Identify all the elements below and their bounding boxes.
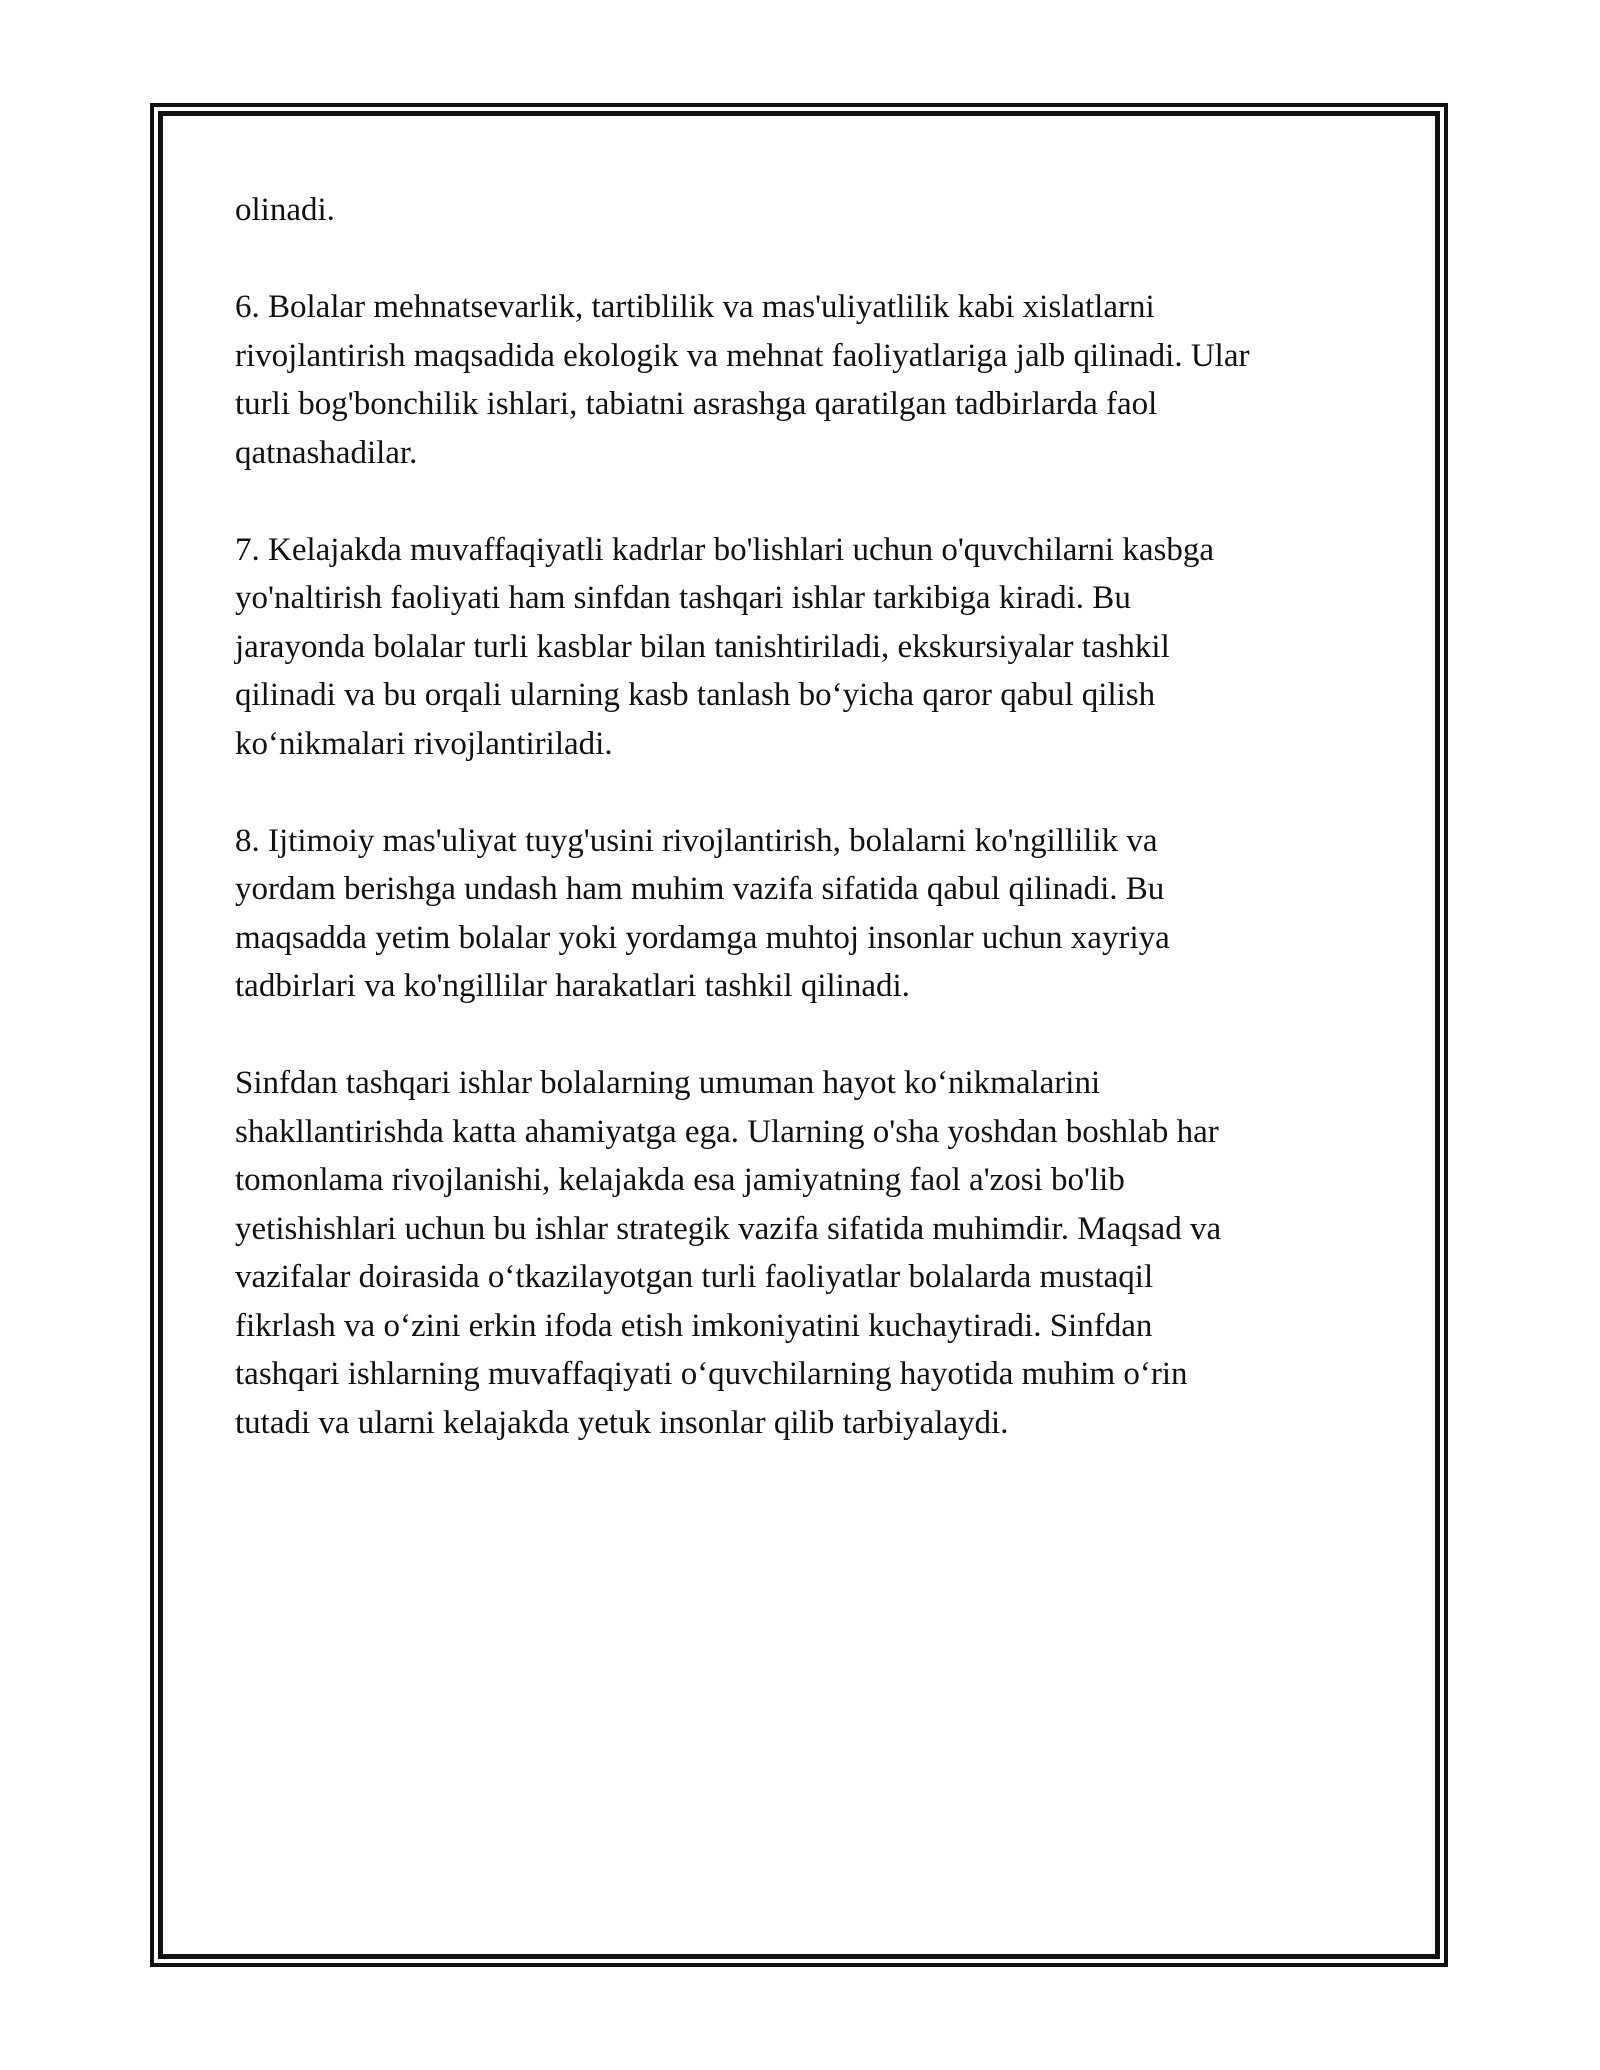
document-body xyxy=(235,186,1385,1496)
paragraph-item-6: 6. Bolalar mehnatsevarlik, tartiblilik va mas'uliyatlilik kabi xislatlarni rivojlantirish maqsadida ekologik va mehnat faoliyatlariga jalb qilinadi. Ular turli bog'bonchilik ishlari, tabiatni asrashga qaratilgan tadbirlarda faol qatnashadilar. xyxy=(235,289,1250,471)
paragraph-continuation: olinadi. xyxy=(235,192,335,228)
paragraph-item-7: 7. Kelajakda muvaffaqiyatli kadrlar bo'lishlari uchun o'quvchilarni kasbga yo'naltirish faoliyati ham sinfdan tashqari ishlar tarkibiga kiradi. Bu jarayonda bolalar turli kasblar bilan tanishtiriladi, ekskursiyalar tashkil qilinadi va bu orqali ularning kasb tanlash bo‘yicha qaror qabul qilish ko‘nikmalari rivojlantiriladi. xyxy=(235,531,1214,762)
paragraph-item-8: 8. Ijtimoiy mas'uliyat tuyg'usini rivojlantirish, bolalarni ko'ngillilik va yordam berishga undash ham muhim vazifa sifatida qabul qilinadi. Bu maqsadda yetim bolalar yoki yordamga muhtoj insonlar uchun xayriya tadbirlari va ko'ngillilar harakatlari tashkil qilinadi. xyxy=(235,822,1170,1004)
paragraph-conclusion: Sinfdan tashqari ishlar bolalarning umuman hayot ko‘nikmalarini shakllantirishda katta ahamiyatga ega. Ularning o'sha yoshdan boshlab har tomonlama rivojlanishi, kelajakda esa jamiyatning faol a'zosi bo'lib yetishishlari uchun bu ishlar strategik vazifa sifatida muhimdir. Maqsad va vazifalar doirasida o‘tkazilayotgan turli faoliyatlar bolalarda mustaqil fikrlash va o‘zini erkin ifoda etish imkoniyatini kuchaytiradi. Sinfdan tashqari ishlarning muvaffaqiyati o‘quvchilarning hayotida muhim o‘rin tutadi va ularni kelajakda yetuk insonlar qilib tarbiyalaydi. xyxy=(235,1065,1222,1441)
